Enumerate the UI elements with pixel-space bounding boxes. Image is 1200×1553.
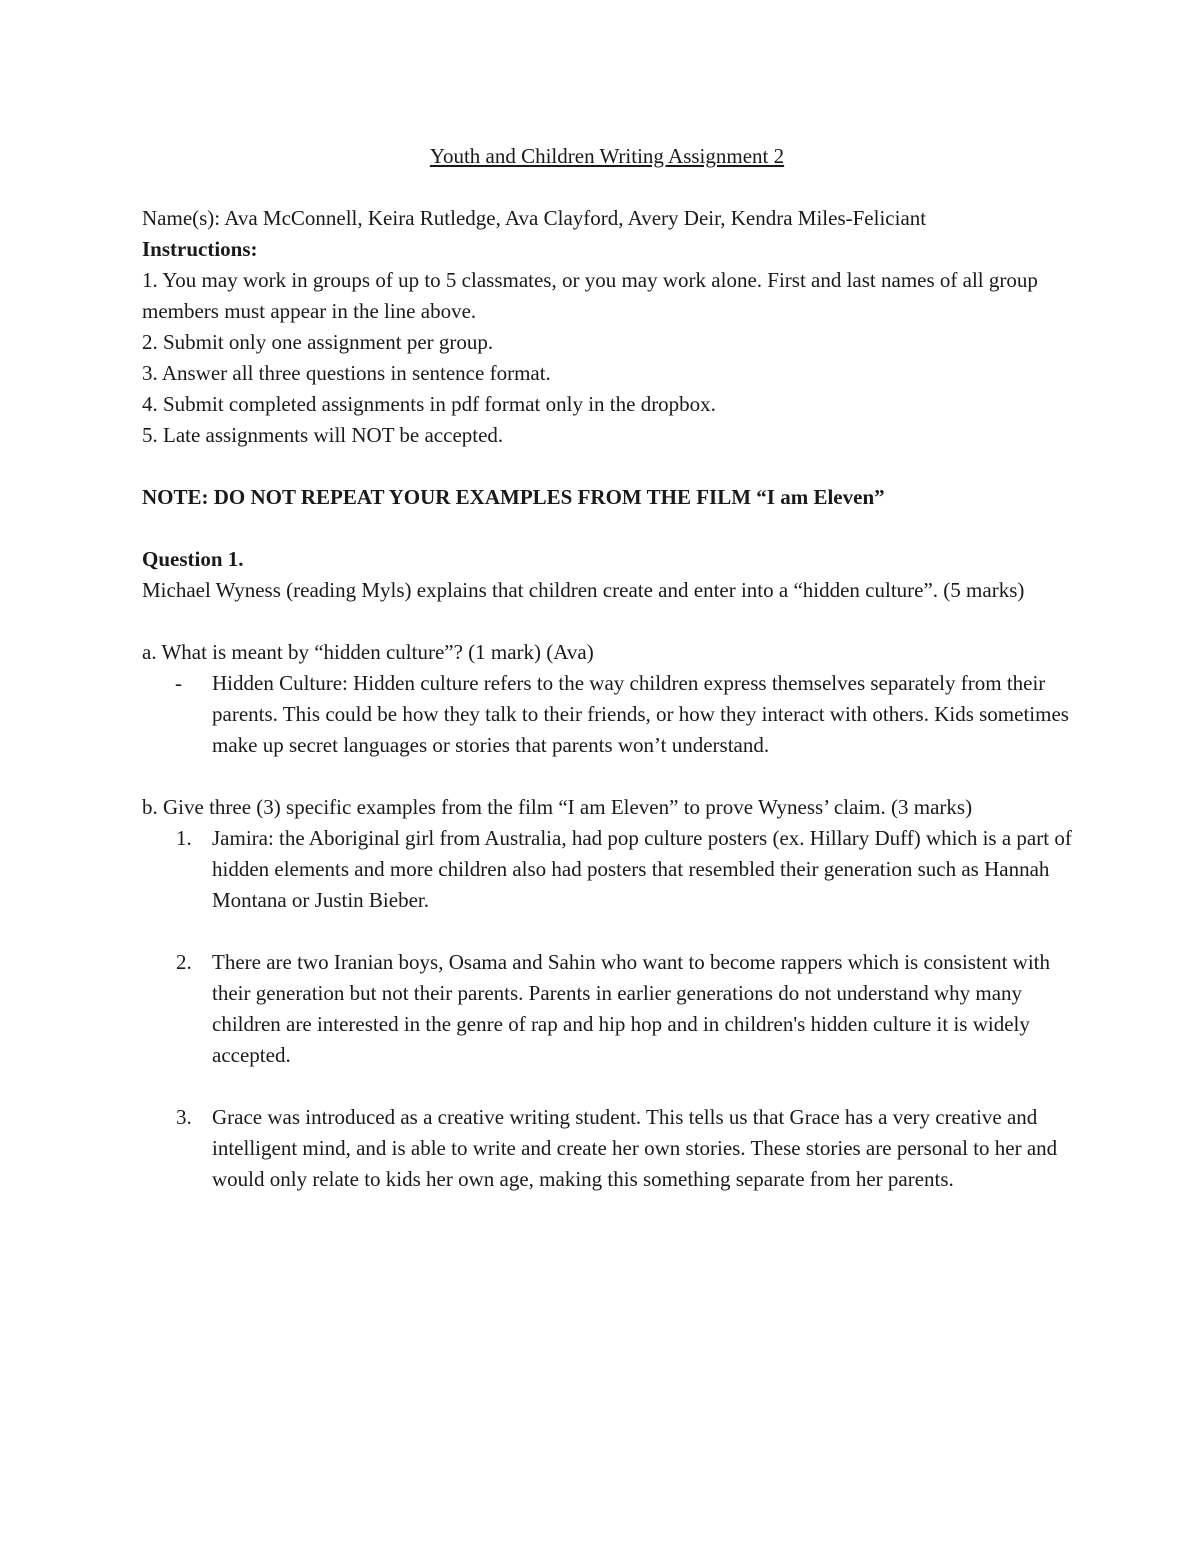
part-a-answer-item: [142, 668, 1072, 761]
list-number: 1.: [176, 826, 192, 850]
part-a-answer: Hidden Culture: Hidden culture refers to the way children express themselves separately from their parents. This could be how they talk to their friends, or how they interact with others. Kids sometimes make up secret languages or stories that parents won’t understand.: [212, 671, 1069, 757]
example-item: [142, 1102, 1072, 1195]
example-text: Jamira: the Aboriginal girl from Australia, had pop culture posters (ex. Hillary Duff) which is a part of hidden elements and more children also had posters that resembled their generation such as Hannah Montana or Justin Bieber.: [212, 826, 1072, 912]
list-number: 3.: [176, 1105, 192, 1129]
dash-marker: -: [175, 671, 182, 695]
example-text: There are two Iranian boys, Osama and Sahin who want to become rappers which is consistent with their generation but not their parents. Parents in earlier generations do not understand why many children are interested in the genre of rap and hip hop and in children's hidden culture it is widely accepted.: [212, 950, 1051, 1067]
part-b-question: b. Give three (3) specific examples from the film “I am Eleven” to prove Wyness’ claim. (3 marks): [142, 795, 973, 819]
question-1-prompt: Michael Wyness (reading Myls) explains that children create and enter into a “hidden culture”. (5 marks): [142, 578, 1025, 602]
names-line: Name(s): Ava McConnell, Keira Rutledge, Ava Clayford, Avery Deir, Kendra Miles-Feliciant: [142, 206, 927, 230]
instruction-item: 2. Submit only one assignment per group.: [142, 330, 494, 354]
instruction-item: 3. Answer all three questions in sentence format.: [142, 361, 551, 385]
example-text: Grace was introduced as a creative writing student. This tells us that Grace has a very creative and intelligent mind, and is able to write and create her own stories. These stories are personal to her and would only relate to kids her own age, making this something separate from her parents.: [212, 1105, 1058, 1191]
example-item: [142, 947, 1072, 1071]
part-a-question: a. What is meant by “hidden culture”? (1 mark) (Ava): [142, 640, 594, 664]
example-item: [142, 823, 1072, 916]
instruction-item: 1. You may work in groups of up to 5 classmates, or you may work alone. First and last names of all group members must appear in the line above.: [142, 268, 1038, 323]
document-page: [142, 141, 1072, 1195]
document-title: Youth and Children Writing Assignment 2: [429, 144, 785, 168]
instruction-item: 4. Submit completed assignments in pdf format only in the dropbox.: [142, 392, 716, 416]
instruction-item: 5. Late assignments will NOT be accepted.: [142, 423, 504, 447]
list-number: 2.: [176, 950, 192, 974]
question-1-heading: Question 1.: [142, 547, 244, 571]
instructions-heading: Instructions:: [142, 237, 258, 261]
note-line: NOTE: DO NOT REPEAT YOUR EXAMPLES FROM THE FILM “I am Eleven”: [142, 485, 885, 509]
